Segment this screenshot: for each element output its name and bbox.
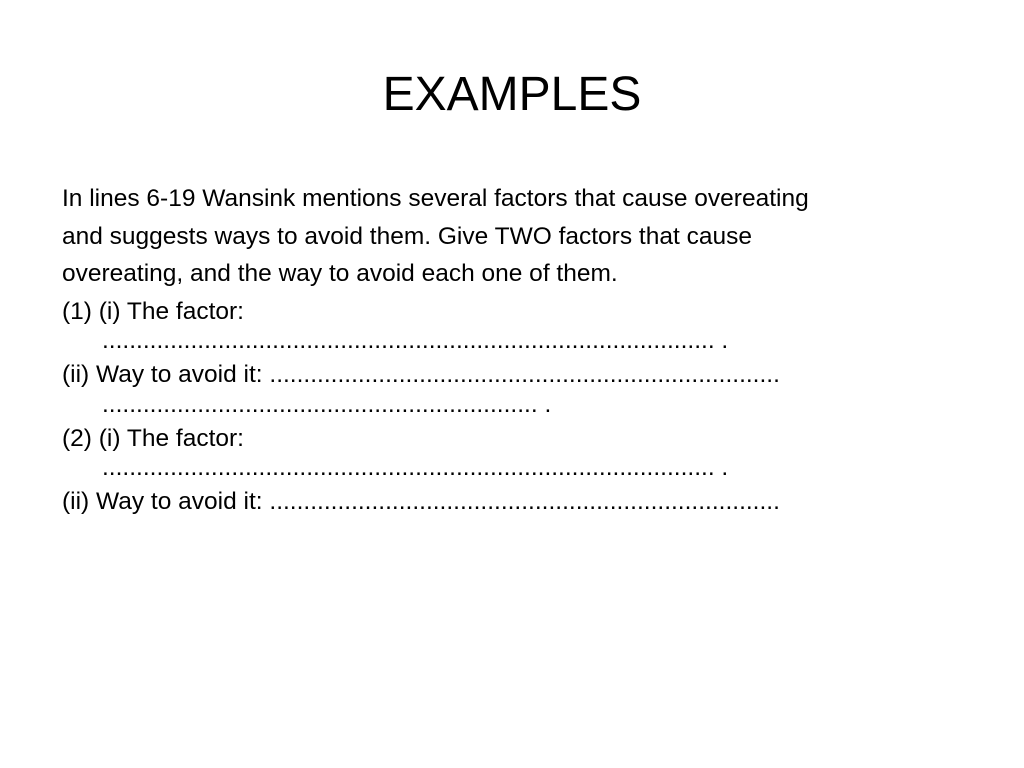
item1-way-label: (ii) Way to avoid it: ...........................................................................	[62, 361, 780, 388]
item2-factor-blank: .......................................................................................... .	[102, 454, 729, 481]
item1-factor-label: (1) (i) The factor:	[62, 297, 244, 325]
item1-factor-blank: .......................................................................................... .	[102, 327, 729, 354]
item2-factor-label: (2) (i) The factor:	[62, 424, 244, 452]
intro-line-3: overeating, and the way to avoid each one of them.	[62, 260, 618, 287]
item1-way-blank: ................................................................ .	[102, 390, 552, 418]
slide-title: EXAMPLES	[382, 68, 642, 121]
intro-line-1: In lines 6-19 Wansink mentions several factors that cause overeating	[62, 185, 809, 212]
intro-line-2: and suggests ways to avoid them. Give TWO factors that cause	[62, 222, 752, 250]
item2-way-label: (ii) Way to avoid it: ...........................................................................	[62, 488, 780, 515]
slide-body	[62, 180, 962, 521]
